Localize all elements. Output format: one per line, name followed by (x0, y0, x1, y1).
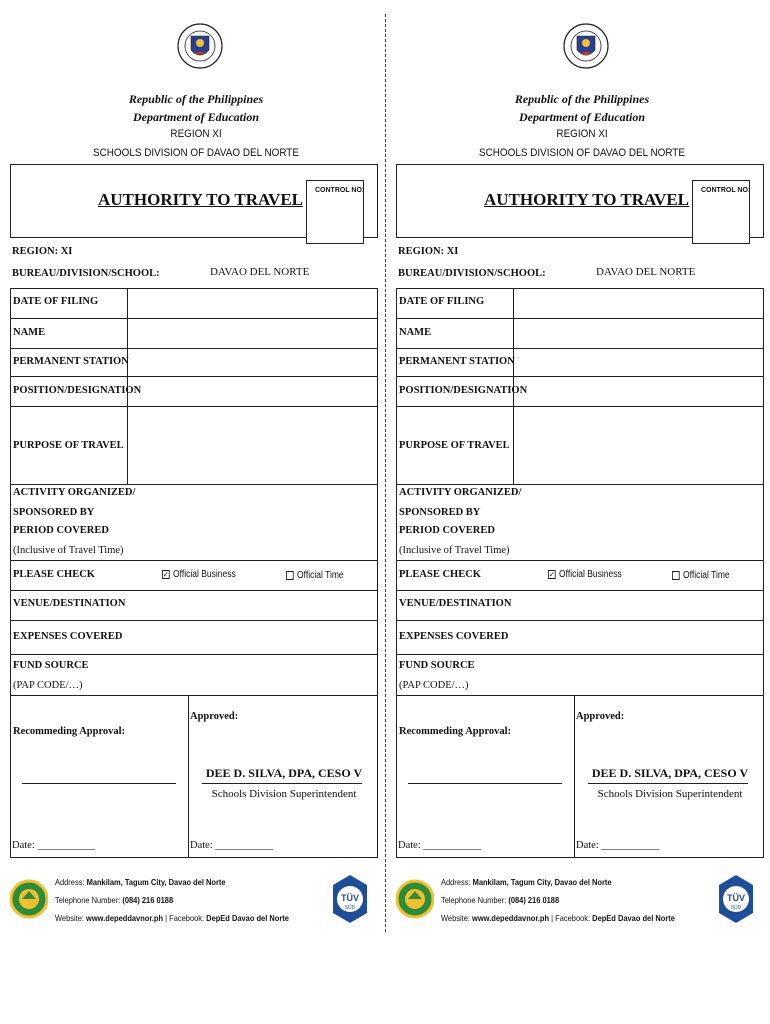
tuv-text: TÜV (727, 893, 745, 903)
deped-seal-icon (177, 16, 223, 82)
row-divider (396, 376, 764, 377)
division-seal-icon (10, 873, 48, 925)
period-sublabel: (Inclusive of Travel Time) (399, 545, 510, 556)
form-copy-left (0, 0, 382, 940)
fund-source-label: FUND SOURCE (399, 660, 475, 671)
header-region: REGION XI (556, 128, 608, 140)
footer-address (441, 877, 612, 887)
pap-code-label: (PAP CODE/…) (399, 680, 469, 691)
row-divider (10, 406, 378, 407)
row-divider (396, 590, 764, 591)
facebook-label: | Facebook: (549, 913, 593, 923)
purpose-label: PURPOSE OF TRAVEL (13, 440, 124, 451)
recommending-label: Recommeding Approval: (13, 726, 126, 737)
row-divider (396, 348, 764, 349)
footer-address (55, 877, 226, 887)
signature-divider (574, 696, 575, 858)
row-divider (10, 376, 378, 377)
tuv-sub-text: SÜD (730, 905, 742, 911)
date-right[interactable]: Date: ___________ (190, 840, 274, 851)
header-republic: Republic of the Philippines (128, 92, 264, 106)
approved-label: Approved: (190, 711, 239, 722)
row-divider (10, 590, 378, 591)
row-divider (396, 406, 764, 407)
header-department: Department of Education (518, 110, 645, 124)
official-time-label: Official Time (297, 570, 344, 581)
please-check-label: PLEASE CHECK (13, 569, 95, 580)
header-division: SCHOOLS DIVISION OF DAVAO DEL NORTE (93, 147, 299, 159)
footer-web (441, 913, 675, 923)
deped-seal-icon (563, 16, 609, 82)
position-label: POSITION/DESIGNATION (399, 385, 528, 396)
header-department: Department of Education (132, 110, 259, 124)
official-business-label: Official Business (173, 569, 236, 580)
date-of-filing-label: DATE OF FILING (13, 296, 99, 307)
region-label: REGION: XI (12, 246, 73, 257)
row-divider (396, 654, 764, 655)
venue-label: VENUE/DESTINATION (13, 598, 126, 609)
checkbox-icon[interactable] (672, 571, 680, 580)
approved-label: Approved: (576, 711, 625, 722)
region-label: REGION: XI (398, 246, 459, 257)
row-divider (10, 654, 378, 655)
tuv-sub-text: SÜD (344, 905, 356, 911)
period-label: PERIOD COVERED (13, 525, 109, 536)
row-divider (10, 318, 378, 319)
please-check-label: PLEASE CHECK (399, 569, 481, 580)
row-divider (10, 560, 378, 561)
date-of-filing-label: DATE OF FILING (399, 296, 485, 307)
fund-source-label: FUND SOURCE (13, 660, 89, 671)
permanent-station-label: PERMANENT STATION (13, 356, 129, 367)
phone-value: (084) 216 0188 (122, 895, 174, 905)
facebook-value: DepEd Davao del Norte (206, 913, 289, 923)
name-label: NAME (399, 327, 432, 338)
venue-label: VENUE/DESTINATION (399, 598, 512, 609)
row-divider (10, 348, 378, 349)
date-left[interactable]: Date: ___________ (398, 840, 482, 851)
form-title: AUTHORITY TO TRAVEL (484, 190, 690, 209)
footer-web (55, 913, 289, 923)
tuv-certification-icon (331, 873, 369, 925)
activity-label: ACTIVITY ORGANIZED/ (13, 487, 136, 498)
division-seal-icon (396, 873, 434, 925)
phone-label: Telephone Number: (441, 895, 509, 905)
facebook-value: DepEd Davao del Norte (592, 913, 675, 923)
official-business-label: Official Business (559, 569, 622, 580)
position-label: POSITION/DESIGNATION (13, 385, 142, 396)
official-time-option[interactable] (672, 570, 730, 581)
footer-phone (55, 895, 173, 905)
row-divider (396, 620, 764, 621)
checkbox-checked-icon[interactable]: ✓ (162, 569, 169, 579)
purpose-label: PURPOSE OF TRAVEL (399, 440, 510, 451)
official-time-option[interactable] (286, 570, 344, 581)
bureau-value: DAVAO DEL NORTE (596, 266, 696, 278)
header-republic: Republic of the Philippines (514, 92, 650, 106)
approver-title: Schools Division Superintendent (597, 788, 743, 800)
official-business-option[interactable] (548, 569, 622, 580)
signature-divider (188, 696, 189, 858)
official-business-option[interactable] (162, 569, 236, 580)
approver-name: DEE D. SILVA, DPA, CESO V (205, 766, 363, 780)
website-value: www.depeddavnor.ph (86, 913, 164, 923)
period-sublabel: (Inclusive of Travel Time) (13, 545, 124, 556)
footer-phone (441, 895, 559, 905)
activity-label-2: SPONSORED BY (399, 507, 481, 518)
checkbox-icon[interactable] (286, 571, 294, 580)
date-right[interactable]: Date: ___________ (576, 840, 660, 851)
recommending-label: Recommeding Approval: (399, 726, 512, 737)
approver-name: DEE D. SILVA, DPA, CESO V (591, 766, 749, 780)
expenses-label: EXPENSES COVERED (13, 631, 123, 642)
approver-underline (202, 783, 362, 784)
official-time-label: Official Time (683, 570, 730, 581)
pap-code-label: (PAP CODE/…) (13, 680, 83, 691)
recommending-signature-line[interactable] (408, 783, 562, 784)
approver-title: Schools Division Superintendent (211, 788, 357, 800)
address-label: Address: (441, 877, 473, 887)
row-divider (396, 318, 764, 319)
row-divider (10, 620, 378, 621)
bureau-label: BUREAU/DIVISION/SCHOOL: (12, 268, 160, 279)
tuv-certification-icon (717, 873, 755, 925)
approver-underline (588, 783, 748, 784)
website-value: www.depeddavnor.ph (472, 913, 550, 923)
permanent-station-label: PERMANENT STATION (399, 356, 515, 367)
date-left[interactable]: Date: ___________ (12, 840, 96, 851)
website-label: Website: (441, 913, 473, 923)
header-region: REGION XI (170, 128, 222, 140)
bureau-label: BUREAU/DIVISION/SCHOOL: (398, 268, 546, 279)
control-no-label: CONTROL NO: (701, 187, 751, 194)
website-label: Website: (55, 913, 87, 923)
address-value: Mankilam, Tagum City, Davao del Norte (86, 877, 226, 887)
phone-label: Telephone Number: (55, 895, 123, 905)
phone-value: (084) 216 0188 (508, 895, 560, 905)
facebook-label: | Facebook: (163, 913, 207, 923)
tuv-text: TÜV (341, 893, 359, 903)
row-divider (10, 484, 378, 485)
address-value: Mankilam, Tagum City, Davao del Norte (472, 877, 612, 887)
name-label: NAME (13, 327, 46, 338)
control-no-label: CONTROL NO: (315, 187, 365, 194)
form-copy-right (386, 0, 768, 940)
recommending-signature-line[interactable] (22, 783, 176, 784)
header-division: SCHOOLS DIVISION OF DAVAO DEL NORTE (479, 147, 685, 159)
form-title: AUTHORITY TO TRAVEL (98, 190, 304, 209)
activity-label-2: SPONSORED BY (13, 507, 95, 518)
bureau-value: DAVAO DEL NORTE (210, 266, 310, 278)
checkbox-checked-icon[interactable]: ✓ (548, 569, 555, 579)
expenses-label: EXPENSES COVERED (399, 631, 509, 642)
period-label: PERIOD COVERED (399, 525, 495, 536)
row-divider (396, 560, 764, 561)
row-divider (396, 484, 764, 485)
address-label: Address: (55, 877, 87, 887)
activity-label: ACTIVITY ORGANIZED/ (399, 487, 522, 498)
